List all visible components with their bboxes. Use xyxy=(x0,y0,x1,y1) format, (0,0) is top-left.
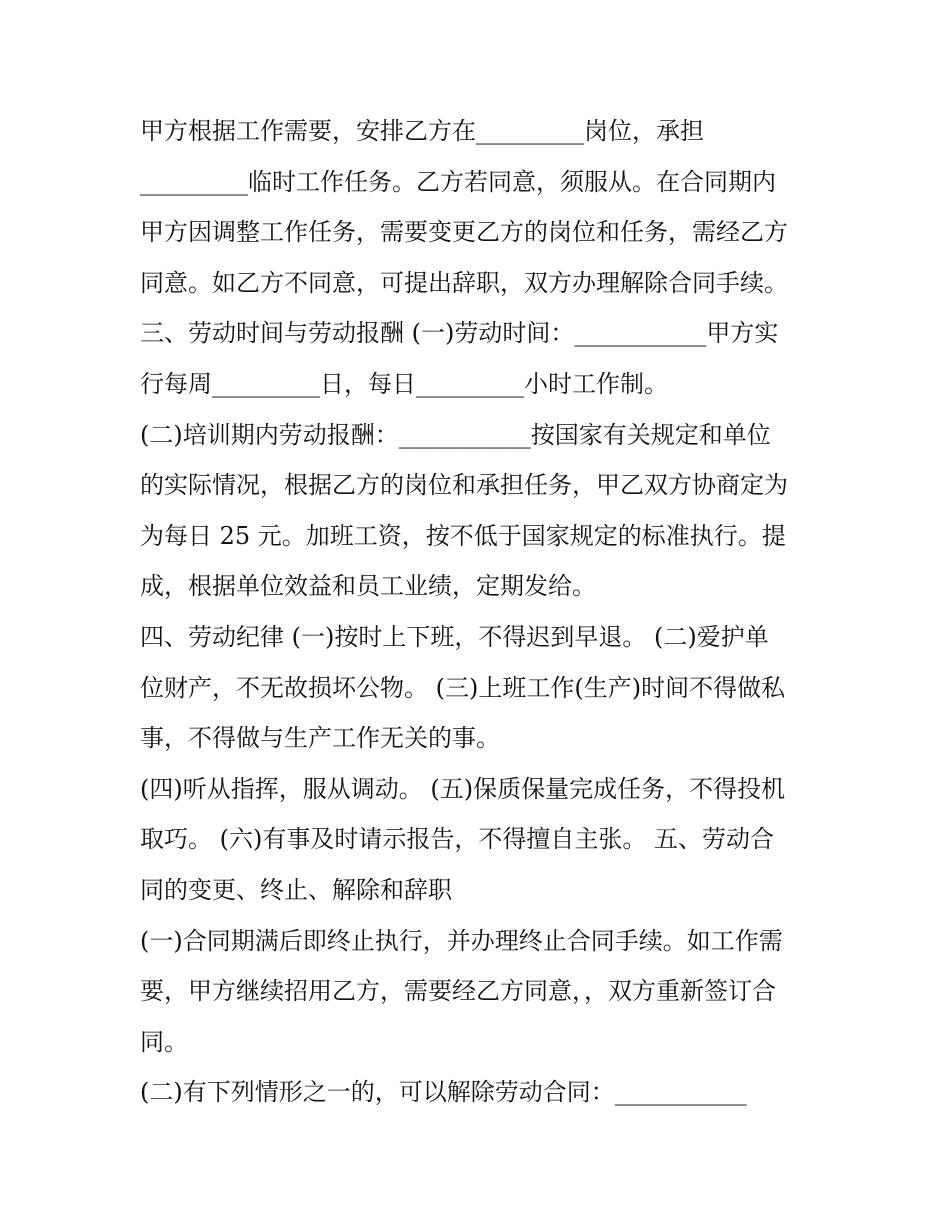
text-line: 甲方因调整工作任务，需要变更乙方的岗位和任务，需经乙方 xyxy=(140,218,788,247)
contract-text xyxy=(140,106,820,1118)
text-line: 位财产，不无故损坏公物。 (三)上班工作(生产)时间不得做私 xyxy=(140,673,786,702)
text-line: (二)有下列情形之一的，可以解除劳动合同：___________ xyxy=(140,1078,747,1107)
text-line: _________临时工作任务。乙方若同意，须服从。在合同期内 xyxy=(140,167,776,196)
text-line: 甲方根据工作需要，安排乙方在_________岗位，承担 xyxy=(140,117,704,145)
section-3-heading-line: 三、劳动时间与劳动报酬 (一)劳动时间：___________甲方实 xyxy=(140,319,779,348)
text-line: 同。 xyxy=(140,1027,188,1056)
text-line: 同的变更、终止、解除和辞职 xyxy=(140,875,452,904)
section-5-heading-line: 取巧。 (六)有事及时请示报告，不得擅自主张。 五、劳动合 xyxy=(140,825,774,854)
text-line: 的实际情况，根据乙方的岗位和承担任务，甲乙双方协商定为 xyxy=(140,471,788,500)
text-line: 行每周_________日，每日_________小时工作制。 xyxy=(140,369,668,398)
text-line: 成，根据单位效益和员工业绩，定期发给。 xyxy=(140,572,596,601)
text-line: (二)培训期内劳动报酬：___________按国家有关规定和单位 xyxy=(140,420,771,449)
section-4-heading-line: 四、劳动纪律 (一)按时上下班，不得迟到早退。 (二)爱护单 xyxy=(140,622,769,651)
text-line: 为每日 25 元。加班工资，按不低于国家规定的标准执行。提 xyxy=(140,521,786,550)
text-line: 事，不得做与生产工作无关的事。 xyxy=(140,724,500,753)
text-line: (一)合同期满后即终止执行，并办理终止合同手续。如工作需 xyxy=(140,926,783,955)
text-line: (四)听从指挥，服从调动。 (五)保质保量完成任务，不得投机 xyxy=(140,774,786,803)
text-line: 要，甲方继续招用乙方，需要经乙方同意，，双方重新签订合 xyxy=(140,977,776,1006)
text-line: 同意。如乙方不同意，可提出辞职，双方办理解除合同手续。 xyxy=(140,268,788,297)
